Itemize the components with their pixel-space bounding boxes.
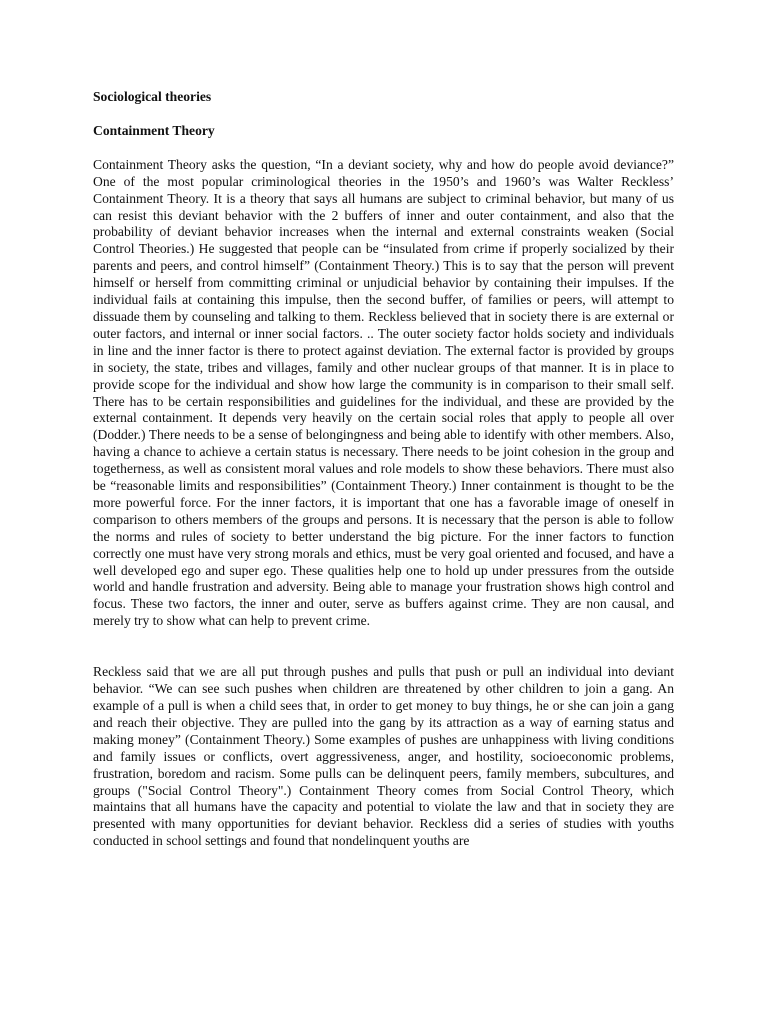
section-heading: Sociological theories <box>93 89 212 104</box>
subsection-heading: Containment Theory <box>93 122 215 138</box>
body-paragraph-2: Reckless said that we are all put through pushes and pulls that push or pull an individual into deviant behavior. “We can see such pushes when children are threatened by other children to join a gang. An example of a pull is when a child sees that, in order to get money to buy things, he or she can join a gang and reach their objective. They are pulled into the gang by its attraction as a way of earning status and making money” (Containment Theory.) Some examples of pushes are unhappiness with living conditions and family issues or conflicts, overt aggressiveness, anger, and hostility, socioeconomic problems, frustration, boredom and racism. Some pulls can be delinquent peers, family members, subcultures, and groups ("Social Control Theory".) Containment Theory comes from Social Control Theory, which maintains that all humans have the capacity and potential to violate the law and that in society they are presented with many opportunities for deviant behavior. Reckless did a series of studies with youths conducted in school settings and found that nondelinquent youths are <box>93 664 674 849</box>
body-paragraph-1: Containment Theory asks the question, “In a deviant society, why and how do people avoid deviance?” One of the most popular criminological theories in the 1950’s and 1960’s was Walter Reckless’ Containment Theory. It is a theory that says all humans are subject to criminal behavior, but many of us can resist this deviant behavior with the 2 buffers of inner and outer containment, and also that the probability of deviant behavior increases when the internal and external constraints weaken (Social Control Theories.) He suggested that people can be “insulated from crime if properly socialized by their parents and peers, and control himself” (Containment Theory.) This is to say that the person will prevent himself or herself from committing criminal or unjudicial behavior by containing their impulses. If the individual fails at containing this impulse, then the second buffer, of families or peers, will attempt to dissuade them by counseling and talking to them. Reckless believed that in society there is are external or outer factors, and internal or inner social factors. .. The outer society factor holds society and individuals in line and the inner factor is there to protect against deviation. The external factor is provided by groups in society, the state, tribes and villages, family and other nuclear groups of that manner. It is in place to provide scope for the individual and show how large the community is in comparison to their small self. There has to be certain responsibilities and guidelines for the individual, and these are provided by the external containment. It depends very heavily on the certain social roles that apply to people all over (Dodder.) There needs to be a sense of belongingness and being able to identify with other members. Also, having a chance to achieve a certain status is necessary. There needs to be joint cohesion in the group and togetherness, as well as consistent moral values and role models to show these behaviors. There must also be “reasonable limits and responsibilities” (Containment Theory.) Inner containment is thought to be the more powerful force. For the inner factors, it is important that one has a favorable image of oneself in comparison to others members of the groups and persons. It is necessary that the person is able to follow the norms and rules of society to better understand the big picture. For the inner factors to function correctly one must have very strong morals and ethics, must be very goal oriented and focused, and have a well developed ego and super ego. These qualities help one to hold up under pressures from the outside world and handle frustration and adversity. Being able to manage your frustration shows high control and focus. These two factors, the inner and outer, serve as buffers against crime. They are non causal, and merely try to show what can help to prevent crime. <box>93 156 674 629</box>
document-page <box>93 86 674 850</box>
